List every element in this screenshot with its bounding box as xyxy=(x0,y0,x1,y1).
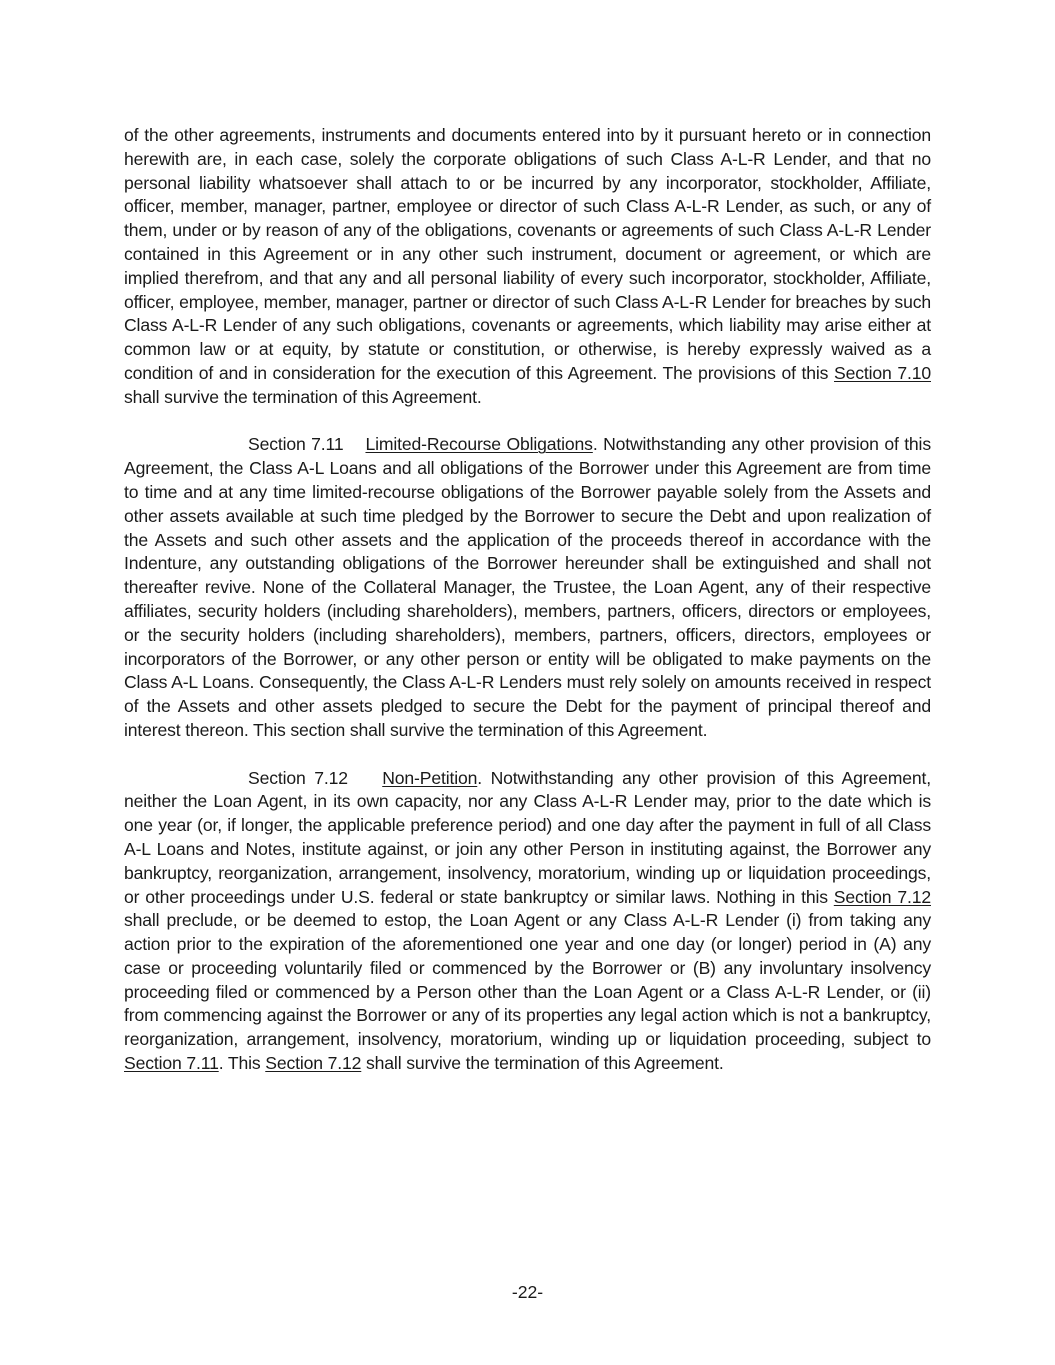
section-number: Section 7.11 xyxy=(248,434,344,455)
section-reference: Section 7.11 xyxy=(124,1053,219,1074)
paragraph-text: of the other agreements, instruments and documents entered into by it pursuant hereto or in connection herewith are, in each case, solely the corporate obligations of such Class A-L-R Lender, and that no personal liability whatsoever shall attach to or be incurred by any incorporator, stockholder, Affiliate, officer, member, manager, partner, employee or director of such Class A-L-R Lender, as such, or any of them, under or by reason of any of the obligations, covenants or agreements of such Class A-L-R Lender contained in this Agreement or in any other such instrument, document or agreement, or which are implied therefrom, and that any and all personal liability of every such incorporator, stockholder, Affiliate, officer, employee, member, manager, partner or director of such Class A-L-R Lender for breaches by such Class A-L-R Lender of any such obligations, covenants or agreements, which liability may arise either at common law or at equity, by statute or constitution, or otherwise, is hereby expressly waived as a condition of and in consideration for the execution of this Agreement. The provisions of this xyxy=(124,125,931,383)
page-number: -22- xyxy=(511,1282,544,1302)
section-body: shall preclude, or be deemed to estop, the Loan Agent or any Class A-L-R Lender (i) from taking any action prior to the expiration of the aforementioned one year and one day (or longer) period in (A) any case or proceeding voluntarily filed or commenced by the Borrower or (B) any involuntary insolvency proceeding filed or commenced by a Person other than the Loan Agent or a Class A-L-R Lender, or (ii) from commencing against the Borrower or any of its properties any legal action which is not a bankruptcy, reorganization, arrangement, insolvency, moratorium, winding up or liquidation proceeding, subject to xyxy=(124,910,931,1050)
section-heading: Limited-Recourse Obligations xyxy=(365,434,593,455)
heading-period: . xyxy=(477,767,482,788)
section-reference: Section 7.12 xyxy=(833,886,931,907)
section-7-11-paragraph xyxy=(124,433,931,742)
paragraph-text: shall survive the termination of this Agreement. xyxy=(124,386,482,407)
section-body: shall survive the termination of this Agreement. xyxy=(361,1053,724,1074)
section-heading: Non-Petition xyxy=(382,767,478,788)
heading-period: . xyxy=(592,434,598,455)
section-reference: Section 7.12 xyxy=(265,1053,362,1074)
section-body: Notwithstanding any other provision of this Agreement, the Class A-L Loans and all obligations of the Borrower under this Agreement are from time to time and at any time limited-recourse obligations of the Borrower payable solely from the Assets and other assets available at such time pledged by the Borrower to secure the Debt and upon realization of the Assets and such other assets and the application of the proceeds thereof in accordance with the Indenture, any outstanding obligations of the Borrower hereunder shall be extinguished and shall not thereafter revive. None of the Collateral Manager, the Trustee, the Loan Agent, any of their respective affiliates, security holders (including shareholders), members, partners, officers, directors or employees, or the security holders (including shareholders), members, partners, officers, directors, employees or incorporators of the Borrower, or any other person or entity will be obligated to make payments on the Class A-L Loans. Consequently, the Class A-L-R Lenders must rely solely on amounts received in respect of the Assets and other assets pledged to secure the Debt for the payment of principal thereof and interest thereon. This section shall survive the termination of this Agreement. xyxy=(124,434,931,740)
section-body: . This xyxy=(218,1053,266,1074)
document-body xyxy=(124,124,931,1100)
paragraph-continued xyxy=(124,124,931,410)
section-body: Notwithstanding any other provision of this Agreement, neither the Loan Agent, in its own capacity, nor any Class A-L-R Lender may, prior to the date which is one year (or, if longer, the applicable preference period) and one day after the payment in full of all Class A-L Loans and Notes, institute against, or join any other Person in instituting against, the Borrower any bankruptcy, reorganization, arrangement, insolvency, moratorium, winding up or liquidation proceedings, or other proceedings under U.S. federal or state bankruptcy or similar laws. Nothing in this xyxy=(124,767,931,907)
section-reference: Section 7.10 xyxy=(834,362,931,383)
section-7-12-paragraph xyxy=(124,767,931,1076)
section-number: Section 7.12 xyxy=(248,767,348,788)
